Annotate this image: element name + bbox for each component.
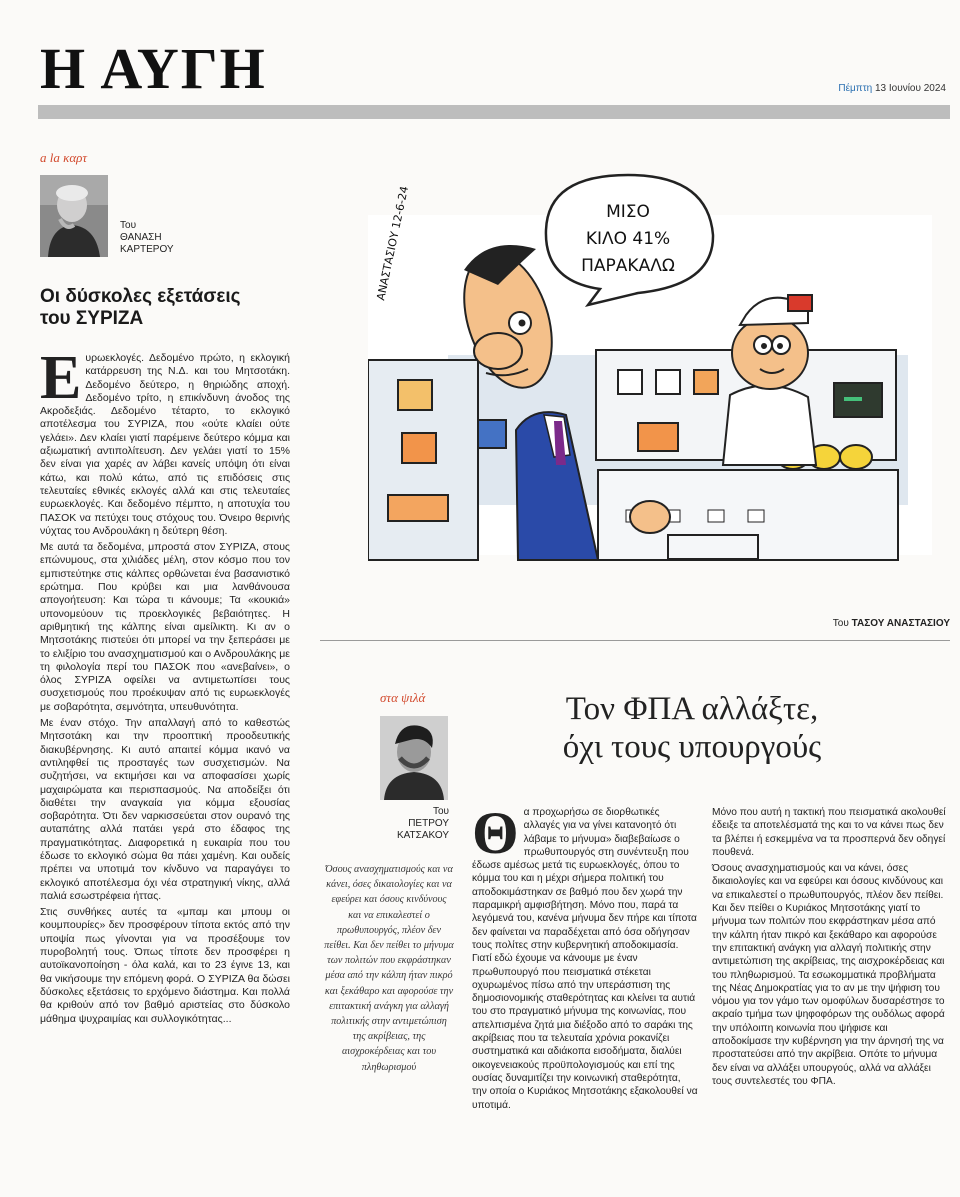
article-body-column-2 [712,806,948,1091]
author-first-name: ΠΕΤΡΟΥ [408,818,449,829]
author-last-name: ΚΑΤΣΑΚΟΥ [396,830,449,841]
newspaper-masthead: Η ΑΥΓΗ [40,36,267,101]
political-cartoon [368,165,932,575]
section-divider [320,640,950,641]
body-paragraph: Μόνο που αυτή η τακτική που πεισματικά ακολουθεί έδειξε τα αποτελέσματά της και το να κάνει πως δεν τα βλέπει ή εσκεμμένα να τα προσπερνά δεν οδηγεί πουθενά. [712,807,946,858]
drop-cap: Ε [40,344,82,412]
issue-day: Πέμπτη [838,83,873,94]
byline-prefix: Του [120,220,137,231]
headline-line-2: όχι τους υπουργούς [562,729,822,765]
issue-date [838,83,946,94]
author-byline [385,806,449,842]
body-paragraph: Με έναν στόχο. Την απαλλαγή από το καθεστώς Μητσοτάκη και την προοπτική προοδευτικής διακυβέρνησης. Κι αυτό απαιτεί κόμμα ικανό να αντιληφθεί τις προσταγές των συσχετισμών. Να συζητήσει, να εκτιμήσει και να αποφασίσει χωρίς μαχαιρώματα και περισπασμούς. Να αποδείξει ότι διαθέτει την αναγκαία για κόμμα εξουσίας σοβαρότητα. Ότι δεν ναρκισσεύεται στον ουρανό της αυταπάτης αλλά πατάει γερά στο έδαφος της πραγματικότητας. Διαφορετικά η ευκαιρία που του έδωσε το εκλογικό σώμα θα πάει χαμένη. Και ουδείς πρέπει να υποτιμά τον κίνδυνο να παραγάγει το εκλογικό αποτέλεσμα όχι νέα στρατηγική νίκης, αλλά παλιά εσωστρέφεια ήττας. [40,717,290,902]
speech-line-3: ΠΑΡΑΚΑΛΩ [581,256,675,276]
body-paragraph: Στις συνθήκες αυτές τα «μπαμ και μπουμ οι κουμπουρίες» δεν προσφέρουν τίποτα εκτός από την υποψία πως γίνονται για να προσέξουμε τον πυροβολητή τους. Όπως τίποτε δεν προσφέρει η αυτοϊκανοποίηση - όλα καλά, και το 23 έγινε 13, και θα νικήσουμε την επόμενη φορά. Ο ΣΥΡΙΖΑ θα δώσει δύσκολες εξετάσεις το ερχόμενο διάστημα. Και πολλά θα κριθούν από τον βαθμό αριστείας στο δύσκολο μάθημα ψυχραιμίας και συλλογικότητας... [40,906,290,1025]
column-kicker: a la καρτ [40,150,88,165]
speech-line-1: ΜΙΣΟ [606,202,650,222]
author-last-name: ΚΑΡΤΕΡΟΥ [120,244,174,255]
byline-prefix: Του [432,806,449,817]
drop-cap: Θ [472,800,519,866]
body-paragraph: υρωεκλογές. Δεδομένο πρώτο, η εκλογική κατάρρευση της Ν.Δ. και του Μητσοτάκη. Δεδομένο δεύτερο, η θηριώδης αποχή. Δεδομένο τρίτο, η επικίνδυνη άνοδος της Ακροδεξιάς. Δεδομένο τέταρτο, το εκλογικό αποτέλεσμα του ΣΥΡΙΖΑ, που «ούτε κλαίει ούτε γελάει». Δεν κλαίει γιατί παρέμεινε δεύτερο κόμμα και αξιωματική αντιπολίτευση. Δεν γελάει γιατί το 15% δεν είναι για χαρές αν λάβει κανείς υπόψη ότι είναι κάτω, και πολύ κάτω, από τις επιδόσεις στις τελευταίες εθνικές εκλογές αλλά και στις τελευταίες ευρωεκλογές. Και δεδομένο πέμπτο, η αποτυχία του ΠΑΣΟΚ να πετύχει τους στόχους του. Όνειρο θερινής νύχτας του Ανδρουλάκη η δεύτερη θέση. [40,352,290,537]
headline-line-1: Οι δύσκολες εξετάσεις [40,286,241,307]
body-paragraph: α προχωρήσω σε διορθωτικές αλλαγές για να γίνει κατανοητό ότι λάβαμε το μήνυμα» διαβεβαίωσε ο πρωθυπουργός στη συνέντευξη που έδωσε αμέσως μετά τις ευρωεκλογές, όπου το κόμμα του και η μέχρι σήμερα πολιτική του αποδοκιμάστηκαν σε βαθμό που δεν χωρά την παραμικρή αμφισβήτηση. Μόνο που, παρά τα λεγόμενά του, κανένα μήνυμα δεν πήρε και τίποτα δεν φαίνεται να παραδέχεται από όσα οδήγησαν τους πολίτες στην κυβερνητική αποδοκιμασία. Γιατί εδώ έχουμε να κάνουμε με έναν πρωθυπουργό που πεισματικά στέκεται οχυρωμένος πίσω από την υπεράσπιση της δημοσιονομικής σταθερότητας και κλείνει τα αυτιά του στο πραγματικό μήνυμα της κοινωνίας, που απελπισμένα ζητά μια διέξοδο από το σαράκι της ακρίβειας που τα τελευταία χρόνια ροκανίζει συστηματικά και αδιάκοπα εισοδήματα, διαλύει οικογενειακούς προϋπολογισμούς και επί της ουσίας δυναμιτίζει την κοινωνική σταθερότητα, την οποία ο Κυριάκος Μητσοτάκης εξακολουθεί να υποτιμά. [472,807,698,1111]
headline-line-1: Τον ΦΠΑ αλλάξτε, [565,691,819,727]
article-body-column-1 [472,800,698,1115]
author-byline [120,220,174,256]
author-first-name: ΘΑΝΑΣΗ [120,232,162,243]
credit-name: ΤΑΣΟΥ ΑΝΑΣΤΑΣΙΟΥ [851,618,950,629]
article-headline [40,286,290,330]
masthead-rule [38,105,950,119]
body-paragraph: Με αυτά τα δεδομένα, μπροστά στον ΣΥΡΙΖΑ, στους επώνυμους, στα χιλιάδες μέλη, στον κόσμο που τον εμπιστεύτηκε στις κάλπες ορθώνεται ένα βασανιστικό ερώτημα. Που κρύβει και μια λανθάνουσα απογοήτευση: Και τώρα τι κάνουμε; Τα «κουκιά» υπονομεύουν τις προεκλογικές βεβαιότητες. Η αριθμητική της κάλπης είναι αμείλικτη. Κι αν ο Μητσοτάκης πιστεύει ότι μπορεί να την ξεπεράσει με το ελιξίριο του ανασχηματισμού και ο Ανδρουλάκης με τη φιλολογία περί του ΠΑΣΟΚ που «ανεβαίνει», ο όλος ΣΥΡΙΖΑ οφείλει να αντιμετωπίσει τους συσχετισμούς που προέκυψαν από τις ευρωεκλογές με σοβαρότητα, σεμνότητα, υπευθυνότητα. [40,541,290,713]
column-kicker: στα ψιλά [380,690,426,705]
speech-line-2: ΚΙΛΟ 41% [585,229,671,249]
issue-date-text: 13 Ιουνίου 2024 [875,83,946,94]
pull-quote: Όσους ανασχηματισμούς και να κάνει, όσες δικαιολογίες και να εφεύρει και όσους κινδύνους και να επικαλεστεί ο πρωθυπουργός, πλέον δεν πείθει. Και δεν πείθει το μήνυμα των πολιτών που εκφράστηκαν μέσα από την κάλπη ήταν πικρό και ξεκάθαρο και αφορούσε την επιτακτική ανάγκη για αλλαγή πολιτικής στην αντιμετώπιση της ακρίβειας, της αισχροκέρδειας και του πληθωρισμού [324,864,454,1073]
cartoonist-signature: ΑΝΑΣΤΑΣΙΟΥ 12-6-24 [374,184,412,302]
author-photo [40,175,108,257]
article-body [40,344,290,1029]
article-headline [472,690,912,766]
body-paragraph: Όσους ανασχηματισμούς και να κάνει, όσες δικαιολογίες και να εφεύρει και όσους κινδύνους και να επικαλεστεί ο πρωθυπουργός, πλέον δεν πείθει. Και δεν πείθει ο Κυριάκος Μητσοτάκης γιατί το μήνυμα των πολιτών που εκφράστηκαν μέσα από την κάλπη ήταν πικρό και ξεκάθαρο και αφορούσε την επιτακτική ανάγκη για αλλαγή πολιτικής στην αντιμετώπιση της ακρίβειας, της αισχροκέρδειας και του πληθωρισμού. Τα εσωκομματικά προβλήματα της Νέας Δημοκρατίας για το αν με την ψήφιση του νόμου για τον γάμο των ομοφύλων δυσαρέστησε το ακραίο τμήμα των ψηφοφόρων της ουδόλως αφορά την υπόλοιπη κοινωνία που ψήφισε και αποδοκίμασε την κυβέρνηση για την άρνησή της να προστατεύσει από την ακρίβεια. Οπότε το μήνυμα δεν είναι να αλλάξει υπουργούς, αλλά να αλλάξει τους συντελεστές του ΦΠΑ. [712,863,945,1087]
credit-prefix: Του [832,618,849,629]
headline-line-2: του ΣΥΡΙΖΑ [40,308,144,329]
author-photo [380,716,448,800]
cartoon-credit [833,618,950,629]
